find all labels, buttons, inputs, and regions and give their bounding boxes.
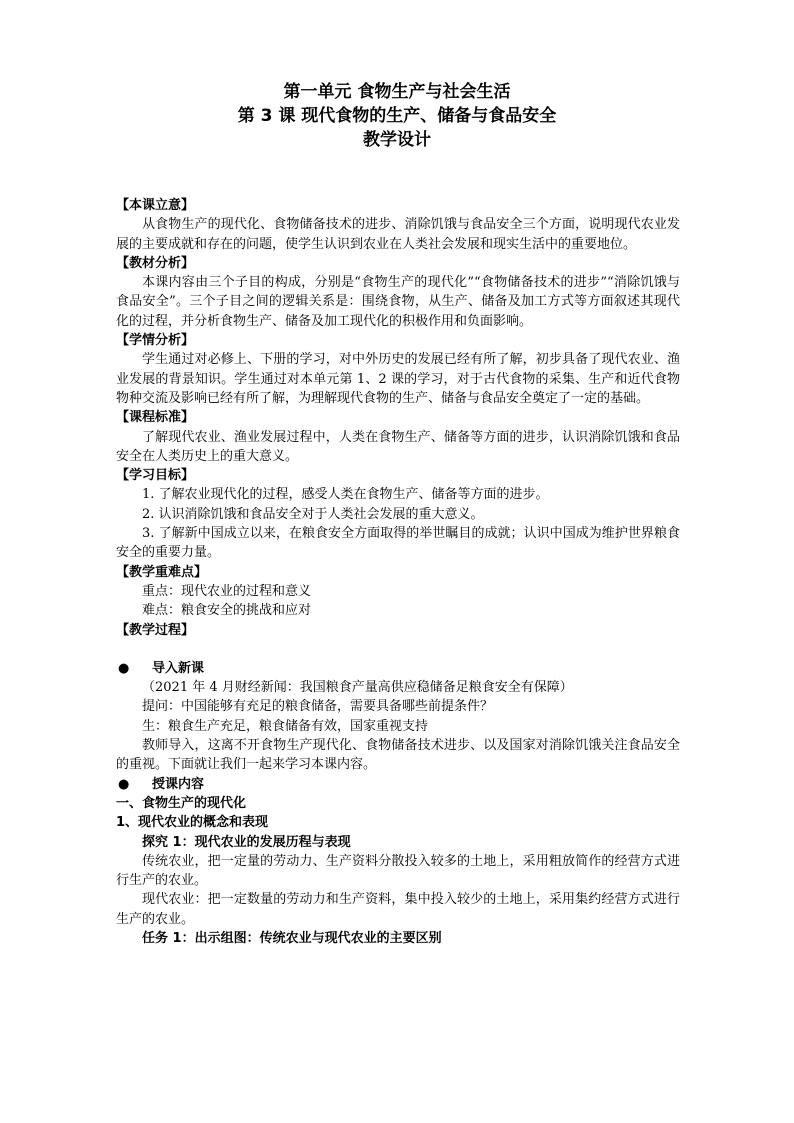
bullet-icon: ● [118, 776, 130, 792]
intro-news: （2021 年 4 月财经新闻：我国粮食产量高供应稳储备足粮食安全有保障） [142, 680, 573, 696]
unit-title: 第一单元 食物生产与社会生活 [283, 82, 511, 102]
intro-heading [116, 659, 680, 678]
difficulty-point: 难点：粮食安全的挑战和应对 [142, 603, 312, 619]
bullet-icon: ● [118, 660, 130, 676]
standard-paragraph: 了解现代农业、渔业发展过程中，人类在食物生产、储备等方面的进步，认识消除饥饿和食品安全在人类历史上的重大意义。 [116, 429, 680, 464]
modern-agriculture-paragraph: 现代农业：把一定数量的劳动力和生产资料，集中投入较少的土地上，采用集约经营方式进行生产的农业。 [116, 892, 680, 927]
section-heading-goals: 【学习目标】 [116, 468, 195, 484]
goal-item: 1. 了解农业现代化的过程，感受人类在食物生产、储备等方面的进步。 [142, 487, 549, 503]
section-heading-material: 【教材分析】 [116, 255, 195, 271]
focus-point: 重点：现代农业的过程和意义 [142, 583, 312, 599]
section-heading-keypoints: 【教学重难点】 [116, 564, 208, 580]
goal-item: 2. 认识消除饥饿和食品安全对于人类社会发展的重大意义。 [142, 506, 484, 522]
intro-title: 导入新课 [152, 660, 205, 676]
inquiry-heading: 探究 1：现代农业的发展历程与表现 [142, 834, 351, 850]
part-heading: 一、食物生产的现代化 [116, 795, 247, 811]
section-heading-standard: 【课程标准】 [116, 410, 195, 426]
intro-answer: 生：粮食生产充足，粮食储备有效，国家重视支持 [142, 718, 429, 734]
design-title: 教学设计 [363, 130, 431, 150]
intent-paragraph: 从食物生产的现代化、食物储备技术的进步、消除饥饿与食品安全三个方面，说明现代农业发展的主要成就和存在的问题，使学生认识到农业在人类社会发展和现实生活中的重要地位。 [116, 217, 680, 252]
goal-item: 3. 了解新中国成立以来，在粮食安全方面取得的举世瞩目的成就；认识中国成为维护世界粮食安全的重要力量。 [116, 526, 680, 561]
lesson-heading [116, 775, 680, 794]
section-heading-students: 【学情分析】 [116, 333, 195, 349]
students-paragraph: 学生通过对必修上、下册的学习，对中外历史的发展已经有所了解，初步具备了现代农业、渔业发展的背景知识。学生通过对本单元第 1、2 课的学习，对于古代食物的采集、生产和近代食物物种交流及影响已经有所了解，为理解现代食物的生产、储备与食品安全奠定了一定的基础。 [116, 352, 680, 406]
sub-heading: 1、现代农业的概念和表现 [116, 815, 269, 831]
intro-question: 提问：中国能够有充足的粮食储备，需要具备哪些前提条件？ [142, 699, 494, 715]
intro-teacher: 教师导入，这离不开食物生产现代化、食物储备技术进步、以及国家对消除饥饿关注食品安全的重视。下面就让我们一起来学习本课内容。 [116, 738, 680, 773]
lesson-title: 授课内容 [152, 776, 205, 792]
section-heading-process: 【教学过程】 [116, 622, 195, 638]
document-body [116, 196, 680, 948]
spacer [116, 640, 680, 659]
task-heading: 任务 1：出示组图：传统农业与现代农业的主要区别 [142, 930, 442, 946]
section-heading-intent: 【本课立意】 [116, 198, 195, 213]
title-block [0, 80, 794, 152]
traditional-agriculture-paragraph: 传统农业，把一定量的劳动力、生产资料分散投入较多的土地上，采用粗放简作的经营方式进行生产的农业。 [116, 853, 680, 889]
lesson-title: 第 3 课 现代食物的生产、储备与食品安全 [237, 106, 557, 126]
material-paragraph: 本课内容由三个子目的构成，分别是“食物生产的现代化”“食物储备技术的进步”“消除饥饿与食品安全”。三个子目之间的逻辑关系是：围绕食物，从生产、储备及加工方式等方面叙述其现代化的过程，并分析食物生产、储备及加工现代化的积极作用和负面影响。 [116, 275, 680, 329]
